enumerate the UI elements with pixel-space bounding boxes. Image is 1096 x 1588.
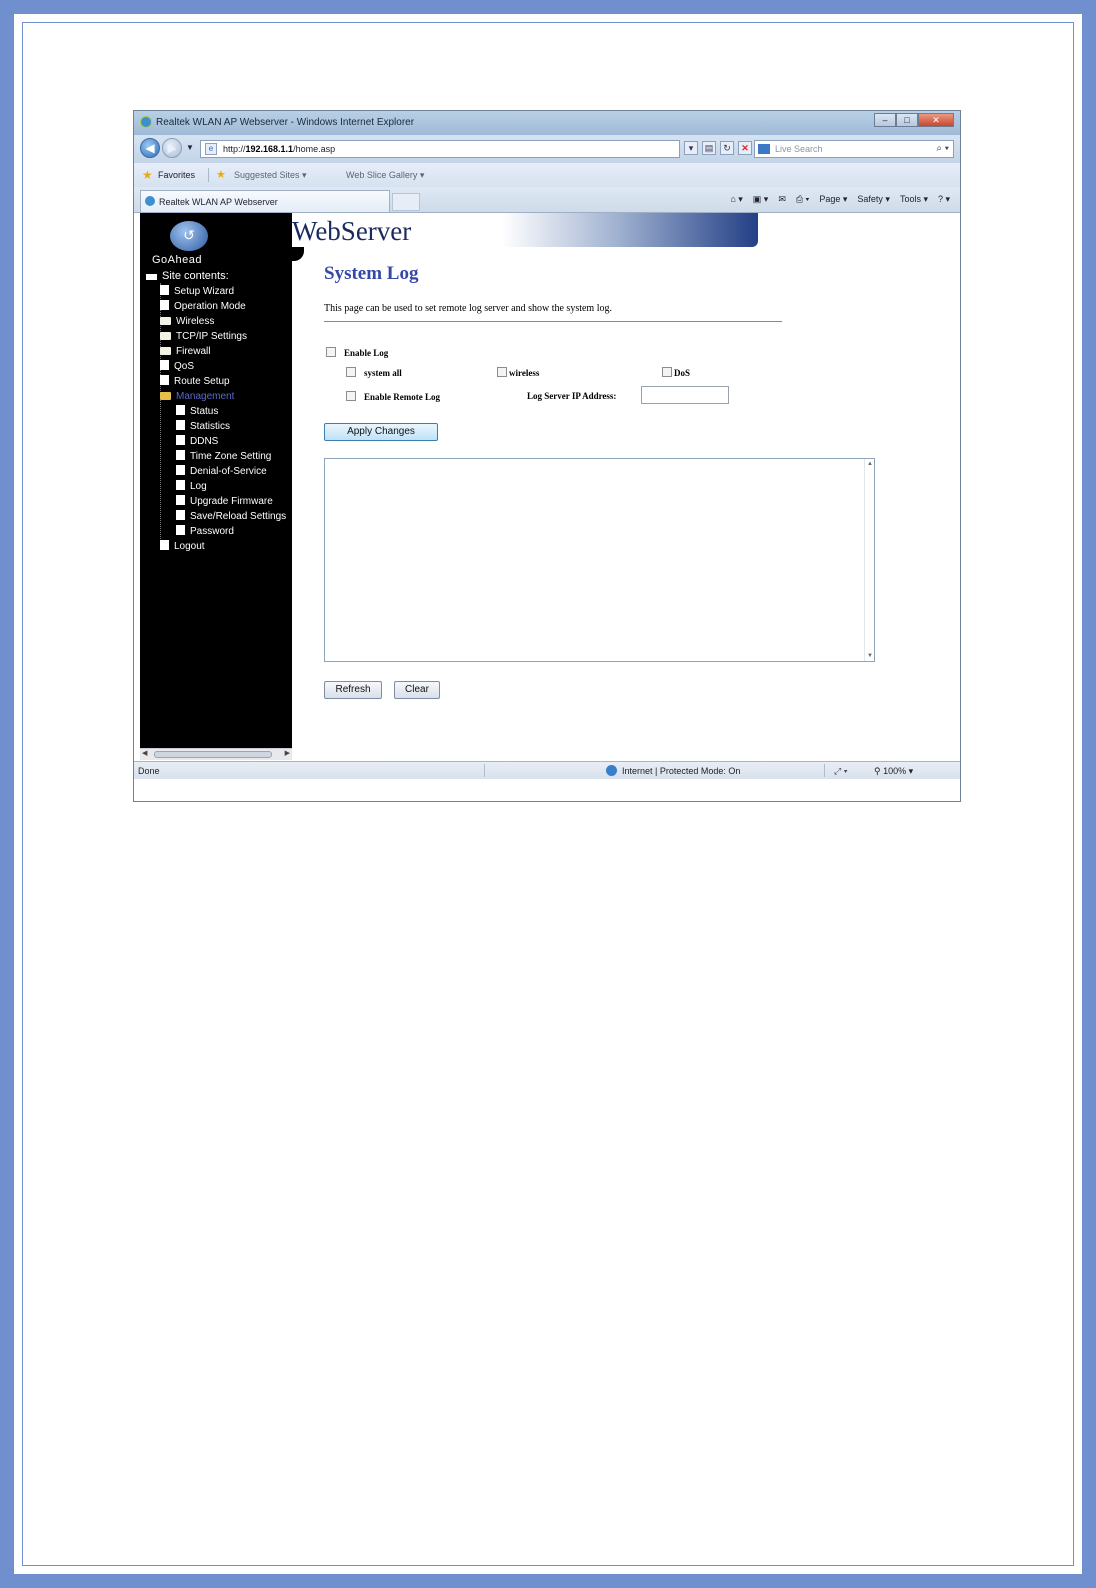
tools-menu[interactable]: Tools ▾ bbox=[899, 194, 928, 204]
wireless-option bbox=[497, 367, 539, 378]
url-field[interactable] bbox=[200, 140, 680, 158]
sidebar-item-denial-of-service[interactable] bbox=[146, 464, 292, 479]
page-viewport bbox=[134, 213, 960, 761]
home-icon[interactable]: ⌂ ▾ bbox=[730, 194, 743, 204]
scroll-up-icon[interactable]: ▲ bbox=[867, 461, 873, 467]
search-icon[interactable]: ⌕ ▾ bbox=[936, 143, 949, 154]
url-dropdown-icon[interactable]: ▾ bbox=[684, 141, 698, 155]
sidebar-item-label: Password bbox=[190, 526, 234, 537]
print-icon[interactable]: ⎙ ▾ bbox=[795, 194, 810, 204]
log-scrollbar[interactable] bbox=[864, 459, 874, 661]
safety-menu[interactable]: Safety ▾ bbox=[857, 194, 890, 204]
status-divider bbox=[484, 764, 485, 777]
url-prefix: http:// bbox=[223, 144, 246, 154]
tree-root-icon bbox=[146, 274, 157, 280]
sidebar-item-label: Log bbox=[190, 481, 207, 492]
new-tab-button[interactable] bbox=[392, 193, 420, 211]
sidebar-item-label: DDNS bbox=[190, 436, 219, 447]
suggested-sites-link[interactable]: Suggested Sites ▾ bbox=[234, 170, 307, 180]
webserver-banner bbox=[292, 213, 758, 247]
minimize-icon[interactable]: – bbox=[874, 113, 896, 127]
sidebar-item-save-reload-settings[interactable] bbox=[146, 509, 292, 524]
log-server-ip-input[interactable] bbox=[641, 386, 729, 404]
wireless-checkbox[interactable] bbox=[497, 367, 507, 377]
help-icon[interactable]: ? ▾ bbox=[937, 194, 950, 204]
log-server-ip-label: Log Server IP Address: bbox=[527, 391, 617, 401]
forward-icon[interactable]: ▶ bbox=[162, 138, 182, 158]
favorites-bar bbox=[134, 163, 960, 187]
window-controls bbox=[874, 113, 954, 129]
scroll-down-icon[interactable]: ▼ bbox=[867, 653, 873, 659]
system-log-textarea[interactable] bbox=[324, 458, 875, 662]
sidebar-item-label: TCP/IP Settings bbox=[176, 331, 247, 342]
page-icon bbox=[176, 495, 185, 505]
tab-bar bbox=[134, 187, 960, 213]
favorites-star-icon[interactable]: ★ bbox=[142, 168, 153, 182]
history-dropdown-icon[interactable]: ▼ bbox=[186, 143, 194, 152]
scroll-right-icon[interactable]: ▶ bbox=[284, 750, 290, 757]
zoom-value: 100% bbox=[883, 766, 907, 776]
sidebar-item-label: Status bbox=[190, 406, 219, 417]
sidebar-item-label: QoS bbox=[174, 361, 195, 372]
page-icon bbox=[176, 465, 185, 475]
sidebar-item-setup-wizard[interactable] bbox=[146, 284, 292, 299]
sidebar-item-password[interactable] bbox=[146, 524, 292, 539]
page-icon bbox=[176, 510, 185, 520]
enable-log-checkbox[interactable] bbox=[326, 347, 336, 357]
enable-remote-log-option bbox=[346, 391, 440, 402]
page-icon bbox=[160, 300, 169, 310]
mail-icon[interactable]: ✉ bbox=[778, 194, 786, 204]
ie-icon bbox=[140, 116, 152, 128]
add-favorite-icon[interactable]: ★ bbox=[216, 169, 226, 181]
sidebar-item-label: Logout bbox=[174, 541, 205, 552]
divider bbox=[324, 321, 782, 322]
tab-title: Realtek WLAN AP Webserver bbox=[159, 197, 278, 207]
sidebar-item-label: Statistics bbox=[190, 421, 231, 432]
stop-icon[interactable]: ✕ bbox=[738, 141, 752, 155]
enable-log-option bbox=[326, 347, 388, 358]
address-bar bbox=[134, 135, 960, 163]
back-icon[interactable]: ◀ bbox=[140, 138, 160, 158]
folder-open-icon bbox=[160, 392, 171, 400]
address-tools bbox=[684, 141, 752, 155]
scroll-left-icon[interactable]: ◀ bbox=[142, 750, 148, 757]
folder-icon bbox=[160, 332, 171, 340]
goahead-logo-icon: ↺ bbox=[170, 221, 208, 251]
sidebar-item-status[interactable] bbox=[146, 404, 292, 419]
sidebar-item-label: Management bbox=[176, 391, 235, 402]
refresh-icon[interactable]: ↻ bbox=[720, 141, 734, 155]
system-all-label: system all bbox=[364, 368, 402, 378]
sidebar-item-label: Setup Wizard bbox=[174, 286, 235, 297]
banner-title: WebServer bbox=[292, 216, 412, 246]
feeds-icon[interactable]: ▣ ▾ bbox=[752, 194, 769, 204]
sidebar-item-ddns[interactable] bbox=[146, 434, 292, 449]
enable-remote-log-checkbox[interactable] bbox=[346, 391, 356, 401]
sidebar-item-log[interactable] bbox=[146, 479, 292, 494]
sidebar-item-wireless[interactable] bbox=[146, 314, 292, 329]
sidebar-item-upgrade-firmware[interactable] bbox=[146, 494, 292, 509]
command-bar bbox=[730, 194, 950, 205]
folder-icon bbox=[160, 347, 171, 355]
dos-checkbox[interactable] bbox=[662, 367, 672, 377]
sidebar-item-route-setup[interactable] bbox=[146, 374, 292, 389]
sidebar-item-label: Wireless bbox=[176, 316, 215, 327]
system-all-checkbox[interactable] bbox=[346, 367, 356, 377]
sidebar-item-management[interactable] bbox=[146, 389, 292, 404]
page-icon bbox=[176, 420, 185, 430]
folder-icon bbox=[160, 317, 171, 325]
favbar-divider bbox=[208, 168, 209, 182]
sidebar-item-label: Save/Reload Settings bbox=[190, 511, 287, 522]
maximize-icon[interactable]: □ bbox=[896, 113, 918, 127]
wireless-label: wireless bbox=[509, 368, 540, 378]
internet-zone-icon bbox=[606, 765, 617, 776]
scrollbar-thumb[interactable] bbox=[154, 751, 272, 758]
sidebar-item-operation-mode[interactable] bbox=[146, 299, 292, 314]
page-icon: e bbox=[205, 143, 217, 155]
system-all-option bbox=[346, 367, 402, 378]
sidebar-item-label: Upgrade Firmware bbox=[190, 496, 273, 507]
page-icon bbox=[160, 285, 169, 295]
security-zone[interactable]: Internet | Protected Mode: On bbox=[622, 766, 741, 776]
url-host: 192.168.1.1 bbox=[245, 144, 294, 154]
enable-log-label: Enable Log bbox=[344, 348, 389, 358]
search-input[interactable] bbox=[754, 140, 954, 158]
page-icon bbox=[176, 480, 185, 490]
live-search-icon bbox=[758, 144, 770, 154]
enable-remote-log-label: Enable Remote Log bbox=[364, 392, 440, 402]
page-icon bbox=[176, 405, 185, 415]
sidebar-item-time-zone-setting[interactable] bbox=[146, 449, 292, 464]
zoom-level[interactable]: ⚲ 100% ▾ bbox=[874, 766, 914, 776]
zoom-options-icon[interactable]: ⤢ ▾ bbox=[834, 766, 848, 776]
sidebar-item-label: Operation Mode bbox=[174, 301, 246, 312]
clear-button[interactable]: Clear bbox=[394, 681, 440, 699]
browser-window bbox=[133, 110, 961, 802]
favorites-button[interactable]: Favorites bbox=[158, 170, 196, 180]
page-icon bbox=[176, 525, 185, 535]
status-divider bbox=[824, 764, 825, 777]
dos-label: DoS bbox=[674, 368, 691, 378]
window-title: Realtek WLAN AP Webserver - Windows Internet Explorer bbox=[156, 117, 415, 128]
apply-changes-button[interactable]: Apply Changes bbox=[324, 423, 438, 441]
page-icon bbox=[160, 540, 169, 550]
refresh-button[interactable]: Refresh bbox=[324, 681, 382, 699]
sidebar-corner bbox=[292, 247, 304, 261]
page-description: This page can be used to set remote log server and show the system log. bbox=[324, 303, 612, 314]
tree-root[interactable]: Site contents: bbox=[146, 269, 292, 284]
page-icon bbox=[176, 435, 185, 445]
sidebar-item-statistics[interactable] bbox=[146, 419, 292, 434]
close-icon[interactable]: ✕ bbox=[918, 113, 954, 127]
compatibility-icon[interactable]: ▤ bbox=[702, 141, 716, 155]
search-placeholder: Live Search bbox=[775, 144, 823, 154]
logo-text: GoAhead bbox=[152, 254, 202, 266]
sidebar-item-label: Denial-of-Service bbox=[190, 466, 267, 477]
page-icon bbox=[160, 375, 169, 385]
sidebar-item-label: Time Zone Setting bbox=[190, 451, 272, 462]
sidebar-item-tcp-ip-settings[interactable] bbox=[146, 329, 292, 344]
status-text: Done bbox=[138, 766, 160, 776]
sidebar-item-label: Firewall bbox=[176, 346, 211, 357]
window-titlebar bbox=[134, 111, 960, 135]
tab-active[interactable] bbox=[140, 190, 390, 212]
sidebar-item-firewall[interactable] bbox=[146, 344, 292, 359]
sidebar-scrollbar[interactable] bbox=[140, 748, 292, 760]
dos-option bbox=[662, 367, 690, 378]
tab-ie-icon bbox=[145, 196, 155, 206]
page-menu[interactable]: Page ▾ bbox=[819, 194, 848, 204]
sidebar-item-qos[interactable] bbox=[146, 359, 292, 374]
sidebar bbox=[140, 213, 292, 748]
web-slice-gallery-link[interactable]: Web Slice Gallery ▾ bbox=[346, 170, 425, 180]
url-path: /home.asp bbox=[293, 144, 336, 154]
site-tree bbox=[146, 269, 292, 554]
status-bar bbox=[134, 761, 960, 779]
sidebar-item-logout[interactable] bbox=[146, 539, 292, 554]
page-icon bbox=[160, 360, 169, 370]
page-icon bbox=[176, 450, 185, 460]
sidebar-item-label: Route Setup bbox=[174, 376, 230, 387]
page-title: System Log bbox=[324, 263, 419, 284]
